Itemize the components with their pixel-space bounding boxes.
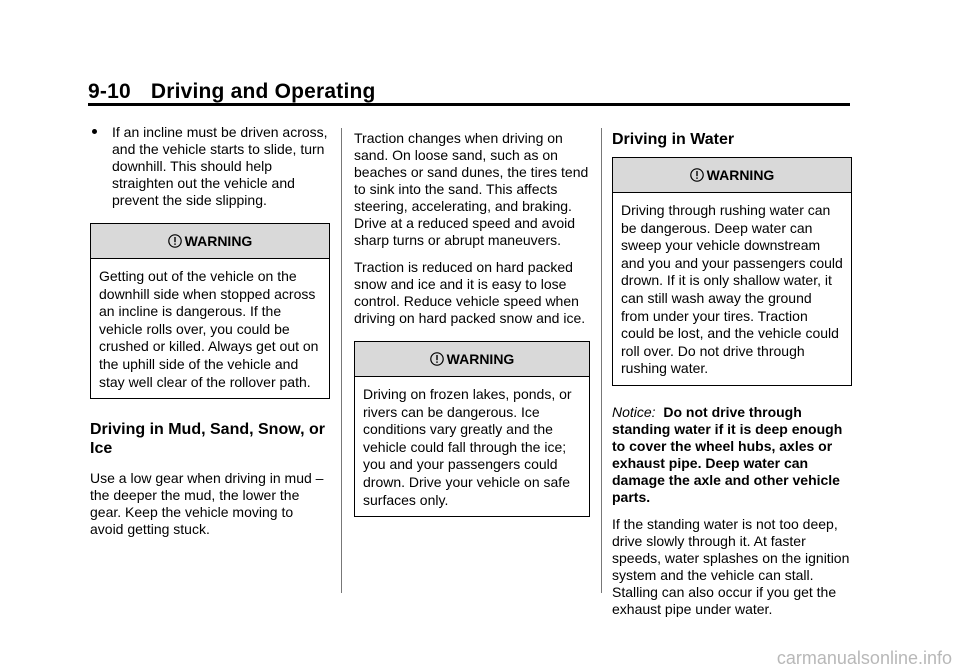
bullet-dot-icon <box>92 129 97 134</box>
warning-body: Driving on frozen lakes, ponds, or rivers can be dangerous. Ice conditions vary greatly and the vehicle could fall through the ice; you and your passengers could drown. Drive your vehicle on safe surfaces only. <box>363 386 572 508</box>
section-heading: Driving in Mud, Sand, Snow, or Ice <box>90 421 325 458</box>
paragraph: Traction changes when driving on sand. On loose sand, such as on beaches or sand dunes, the tires tend to sink into the sand. This affects steering, accelerating, and braking. Drive at a reduced speed and avoid sharp turns or abrupt maneuvers. <box>354 130 589 248</box>
warning-triangle-icon <box>168 234 182 248</box>
warning-title: WARNING <box>184 232 253 249</box>
warning-header <box>355 342 589 377</box>
notice-label: Notice: <box>612 403 656 420</box>
column-3 <box>612 130 852 628</box>
page-header <box>88 80 376 104</box>
warning-box <box>354 341 590 517</box>
warning-title: WARNING <box>706 166 775 183</box>
section-title: Driving and Operating <box>150 80 376 103</box>
warning-triangle-icon <box>690 168 704 182</box>
page-number: 9-10 <box>88 80 131 103</box>
warning-body: Driving through rushing water can be dangerous. Deep water can sweep your vehicle downstream and you and your passengers could drown. If it is only shallow water, it can still wash away the ground from under your tires. Traction could be lost, and the vehicle could roll over. Do not drive through rushing water. <box>621 202 843 377</box>
warning-body: Getting out of the vehicle on the downhill side when stopped across an incline is dangerous. If the vehicle rolls over, you could be crushed or killed. Always get out on the uphill side of the vehicle and stay well clear of the rollover path. <box>99 268 319 390</box>
column-divider <box>601 128 602 593</box>
watermark: carmanualsonline.info <box>776 648 952 668</box>
warning-header <box>613 158 851 193</box>
header-rule <box>88 103 850 106</box>
paragraph: If the standing water is not too deep, drive slowly through it. At faster speeds, water splashes on the ignition system and the vehicle can stall. Stalling can also occur if you get the exhaust pipe under water. <box>612 515 850 617</box>
warning-title: WARNING <box>446 350 515 367</box>
notice-text: Do not drive through standing water if it is deep enough to cover the wheel hubs, axles or exhaust pipe. Deep water can damage the axle and other vehicle parts. <box>612 403 843 505</box>
warning-triangle-icon <box>430 352 444 366</box>
bullet-item <box>90 124 330 209</box>
column-divider <box>341 128 342 593</box>
section-heading: Driving in Water <box>612 131 735 148</box>
warning-box <box>90 223 330 399</box>
bullet-text: If an incline must be driven across, and the vehicle starts to slide, turn downhill. This should help straighten out the vehicle and prevent the side slipping. <box>112 124 328 208</box>
column-1 <box>90 124 330 548</box>
notice-paragraph <box>612 404 852 506</box>
column-2 <box>354 130 590 517</box>
paragraph: Use a low gear when driving in mud – the deeper the mud, the lower the gear. Keep the vehicle moving to avoid getting stuck. <box>90 470 324 538</box>
warning-box <box>612 157 852 386</box>
warning-header <box>91 224 329 259</box>
paragraph: Traction is reduced on hard packed snow and ice and it is easy to lose control. Reduce vehicle speed when driving on hard packed snow and ice. <box>354 259 586 326</box>
